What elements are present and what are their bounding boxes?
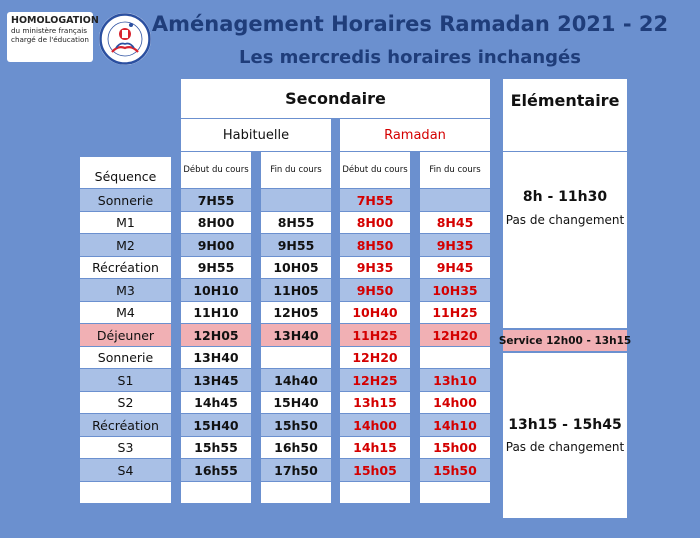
cell-hab-debut: 7H55 <box>181 189 251 211</box>
cell-hab-fin <box>261 347 331 368</box>
cell-hab-fin: 17h50 <box>261 459 331 481</box>
cell-hab-fin: 8H55 <box>261 212 331 233</box>
header-habituelle: Habituelle <box>181 119 331 151</box>
school-seal-icon <box>98 12 152 66</box>
cell-ram-fin: 15h00 <box>420 437 490 458</box>
cell-sequence: Récréation <box>80 257 171 278</box>
cell-hab-fin <box>261 189 331 211</box>
cell-sequence: M1 <box>80 212 171 233</box>
cell-hab-debut: 9H55 <box>181 257 251 278</box>
cell-hab-fin: 10H05 <box>261 257 331 278</box>
elementaire-morning-block <box>503 152 627 328</box>
cell-hab-debut: 8H00 <box>181 212 251 233</box>
cell-ram-debut: 9H50 <box>340 279 410 301</box>
cell-hab-fin: 11H05 <box>261 279 331 301</box>
cell-ram-fin: 9H45 <box>420 257 490 278</box>
cell-hab-fin: 16h50 <box>261 437 331 458</box>
header-ramadan: Ramadan <box>340 119 490 151</box>
homologation-logo <box>7 12 99 62</box>
cell-hab-debut: 13H40 <box>181 347 251 368</box>
page-title: Aménagement Horaires Ramadan 2021 - 22 <box>151 12 669 36</box>
cell-sequence: M3 <box>80 279 171 301</box>
cell-hab-debut: 14h45 <box>181 392 251 413</box>
cell-sequence: Récréation <box>80 414 171 436</box>
header-secondaire: Secondaire <box>181 79 490 118</box>
cell-hab-fin: 9H55 <box>261 234 331 256</box>
cell-ram-fin: 10H35 <box>420 279 490 301</box>
cell-ram-fin <box>420 482 490 503</box>
col-header-ram-fin: Fin du cours <box>420 152 490 188</box>
elementaire-morning-note: Pas de changement <box>505 213 625 227</box>
col-header-ram-debut: Début du cours <box>340 152 410 188</box>
cell-sequence: S2 <box>80 392 171 413</box>
cell-ram-fin <box>420 347 490 368</box>
cell-hab-fin <box>261 482 331 503</box>
homologation-title: HOMOLOGATION <box>11 15 99 26</box>
cell-ram-debut: 14h00 <box>340 414 410 436</box>
cell-ram-fin: 12H20 <box>420 324 490 346</box>
cell-ram-fin: 13h10 <box>420 369 490 391</box>
cell-ram-fin: 8H45 <box>420 212 490 233</box>
cell-hab-debut: 12H05 <box>181 324 251 346</box>
elementaire-morning-time: 8h - 11h30 <box>522 189 608 205</box>
cell-ram-fin: 14h10 <box>420 414 490 436</box>
cell-ram-debut: 12H25 <box>340 369 410 391</box>
homologation-line2: du ministère français <box>11 26 87 35</box>
cell-ram-fin: 11H25 <box>420 302 490 323</box>
elementaire-afternoon-note: Pas de changement <box>505 440 625 454</box>
cell-ram-debut: 7H55 <box>340 189 410 211</box>
header-elementaire: Elémentaire <box>503 79 627 151</box>
cell-ram-debut: 15h05 <box>340 459 410 481</box>
cell-ram-fin: 14h00 <box>420 392 490 413</box>
cell-ram-debut <box>340 482 410 503</box>
cell-hab-debut: 16h55 <box>181 459 251 481</box>
cell-sequence <box>80 482 171 503</box>
elementaire-service: Service 12h00 - 13h15 <box>503 330 627 351</box>
cell-hab-debut: 15h55 <box>181 437 251 458</box>
col-header-hab-fin: Fin du cours <box>261 152 331 188</box>
cell-hab-debut: 13H45 <box>181 369 251 391</box>
elementaire-afternoon-block <box>503 353 627 518</box>
cell-sequence: S4 <box>80 459 171 481</box>
cell-sequence: M4 <box>80 302 171 323</box>
page-subtitle: Les mercredis horaires inchangés <box>239 47 581 68</box>
cell-hab-debut: 11H10 <box>181 302 251 323</box>
cell-ram-fin <box>420 189 490 211</box>
cell-ram-debut: 9H35 <box>340 257 410 278</box>
cell-hab-debut: 9H00 <box>181 234 251 256</box>
cell-hab-fin: 15h50 <box>261 414 331 436</box>
cell-hab-debut: 15H40 <box>181 414 251 436</box>
cell-hab-fin: 14h40 <box>261 369 331 391</box>
cell-ram-debut: 8H50 <box>340 234 410 256</box>
cell-sequence: Sonnerie <box>80 189 171 211</box>
cell-ram-debut: 12H20 <box>340 347 410 368</box>
cell-ram-debut: 8H00 <box>340 212 410 233</box>
cell-hab-debut <box>181 482 251 503</box>
cell-hab-fin: 15H40 <box>261 392 331 413</box>
cell-hab-debut: 10H10 <box>181 279 251 301</box>
cell-ram-fin: 9H35 <box>420 234 490 256</box>
homologation-line3: chargé de l'éducation <box>11 35 89 44</box>
cell-sequence: M2 <box>80 234 171 256</box>
cell-ram-fin: 15h50 <box>420 459 490 481</box>
cell-ram-debut: 14h15 <box>340 437 410 458</box>
cell-sequence: Déjeuner <box>80 324 171 346</box>
cell-sequence: Sonnerie <box>80 347 171 368</box>
cell-hab-fin: 12H05 <box>261 302 331 323</box>
col-header-hab-debut: Début du cours <box>181 152 251 188</box>
col-header-sequence: Séquence <box>80 157 171 188</box>
cell-ram-debut: 10H40 <box>340 302 410 323</box>
cell-sequence: S1 <box>80 369 171 391</box>
cell-sequence: S3 <box>80 437 171 458</box>
cell-ram-debut: 11H25 <box>340 324 410 346</box>
elementaire-afternoon-time: 13h15 - 15h45 <box>508 417 622 433</box>
cell-hab-fin: 13H40 <box>261 324 331 346</box>
cell-ram-debut: 13h15 <box>340 392 410 413</box>
